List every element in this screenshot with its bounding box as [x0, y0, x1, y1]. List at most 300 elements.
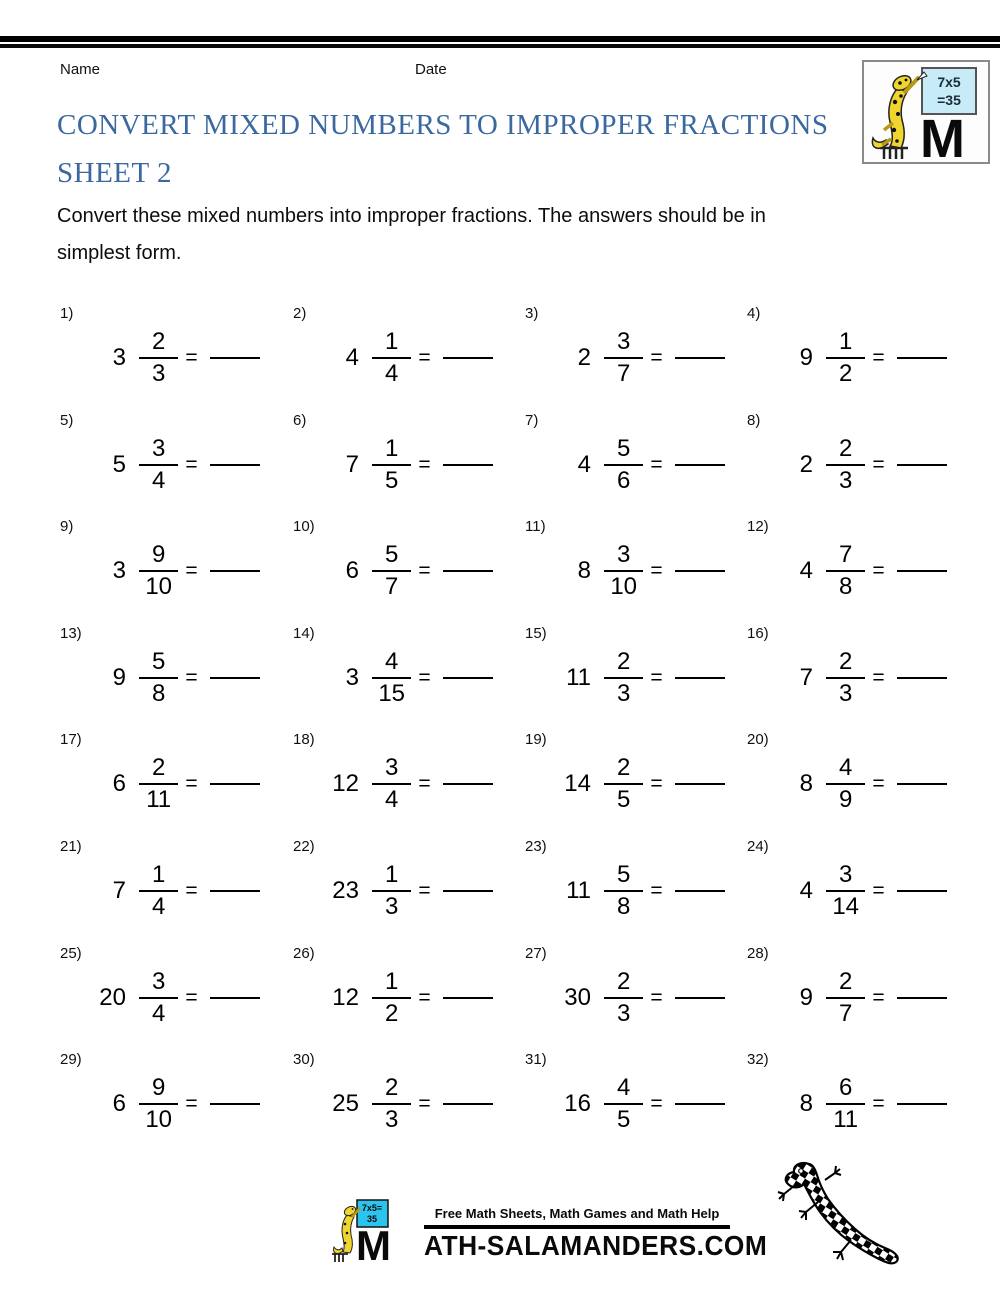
whole-number: 11: [566, 663, 591, 691]
equals-sign: =: [185, 878, 198, 902]
equals-sign: =: [872, 772, 885, 796]
fraction: [139, 1075, 178, 1133]
problem-expression: [525, 1075, 747, 1133]
numerator: 1: [152, 860, 166, 888]
spot: [893, 100, 897, 104]
problem-cell: [525, 731, 747, 838]
problem-cell: [293, 1051, 525, 1158]
fraction: [604, 542, 643, 600]
fraction: [372, 542, 411, 600]
problem-expression: [293, 969, 525, 1027]
problem-cell: [293, 518, 525, 625]
answer-blank: [675, 570, 725, 572]
problem-cell: [60, 625, 293, 732]
denominator: 4: [152, 466, 166, 494]
whole-number: 12: [332, 983, 359, 1011]
problem-label: 26): [293, 944, 315, 962]
spot: [346, 1232, 349, 1235]
whole-number: 7: [799, 663, 813, 691]
answer-blank: [210, 1103, 260, 1105]
numerator: 5: [617, 434, 631, 462]
problem-expression: [293, 329, 525, 387]
footer-tagline: Free Math Sheets, Math Games and Math Help: [434, 1206, 720, 1221]
equals-sign: =: [185, 985, 198, 1009]
spot: [896, 112, 900, 116]
denominator: 3: [839, 466, 853, 494]
instructions-line1: Convert these mixed numbers into improper fractions. The answers should be in: [57, 205, 766, 227]
fraction: [826, 755, 865, 813]
numerator: 3: [617, 541, 631, 569]
equals-sign: =: [185, 452, 198, 476]
fraction: [372, 329, 411, 387]
problem-expression: [525, 649, 747, 707]
problem-cell: [60, 412, 293, 519]
numerator: 9: [152, 541, 166, 569]
denominator: 8: [839, 573, 853, 601]
fraction: [139, 862, 178, 920]
equals-sign: =: [418, 1092, 431, 1116]
fraction: [372, 649, 411, 707]
problem-label: 19): [525, 731, 547, 749]
answer-blank: [897, 677, 947, 679]
numerator: 4: [839, 754, 853, 782]
numerator: 7: [839, 541, 853, 569]
denominator: 4: [385, 786, 399, 814]
answer-blank: [675, 890, 725, 892]
instructions: [57, 198, 957, 272]
problem-label: 32): [747, 1051, 769, 1069]
problem-label: 28): [747, 944, 769, 962]
problem-cell: [60, 1051, 293, 1158]
denominator: 11: [833, 1106, 859, 1134]
denominator: 4: [385, 360, 399, 387]
numerator: 5: [152, 647, 166, 675]
whole-number: 16: [564, 1090, 591, 1118]
fraction: [604, 969, 643, 1027]
problem-expression: [747, 649, 952, 707]
numerator: 3: [839, 860, 853, 888]
whole-number: 2: [799, 450, 813, 478]
fraction: [604, 862, 643, 920]
problem-label: 6): [293, 411, 307, 429]
problem-cell: [293, 305, 525, 412]
whole-number: 30: [564, 983, 591, 1011]
problem-label: 29): [60, 1051, 82, 1069]
fraction: [604, 329, 643, 387]
problem-cell: [60, 518, 293, 625]
denominator: 5: [385, 466, 399, 494]
chalkboard-text-line1: 7x5: [937, 74, 961, 90]
whole-number: 9: [799, 344, 813, 371]
problem-cell: [747, 305, 952, 412]
problem-cell: [293, 731, 525, 838]
fraction: [604, 649, 643, 707]
problem-label: 25): [60, 944, 82, 962]
page-title: [57, 101, 857, 197]
equals-sign: =: [872, 346, 885, 369]
footer-logo-icon: [330, 1198, 422, 1264]
spot: [892, 128, 896, 132]
equals-sign: =: [185, 1092, 198, 1116]
problem-label: 11): [525, 518, 546, 536]
footer-rule: [424, 1225, 730, 1229]
numerator: 2: [152, 328, 166, 355]
whole-number: 14: [564, 770, 591, 798]
equals-sign: =: [418, 346, 431, 369]
fraction: [826, 649, 865, 707]
lizard-mid-left-leg: [799, 1202, 818, 1220]
problem-label: 22): [293, 837, 315, 855]
equals-sign: =: [872, 665, 885, 689]
whole-number: 8: [799, 770, 813, 798]
page-title-line2: SHEET 2: [57, 157, 172, 189]
whole-number: 6: [345, 557, 359, 585]
whole-number: 4: [799, 557, 813, 585]
problem-cell: [60, 838, 293, 945]
problem-cell: [293, 945, 525, 1052]
lizard-front-left-leg: [778, 1186, 794, 1201]
problem-cell: [525, 412, 747, 519]
equals-sign: =: [185, 665, 198, 689]
problem-label: 10): [293, 518, 315, 536]
numerator: 1: [385, 967, 399, 995]
problem-label: 27): [525, 944, 547, 962]
problem-cell: [60, 731, 293, 838]
problem-label: 23): [525, 837, 547, 855]
fraction: [372, 1075, 411, 1133]
answer-blank: [210, 357, 260, 359]
equals-sign: =: [418, 452, 431, 476]
whole-number: 11: [566, 876, 591, 904]
problem-expression: [747, 329, 952, 387]
denominator: 3: [152, 360, 166, 387]
top-rule-thick: [0, 36, 1000, 42]
whole-number: 3: [345, 663, 359, 691]
answer-blank: [210, 570, 260, 572]
problem-cell: [747, 625, 952, 732]
denominator: 6: [617, 466, 631, 494]
problem-label: 13): [60, 624, 82, 642]
problem-expression: [525, 755, 747, 813]
problem-label: 7): [525, 411, 539, 429]
spot: [895, 139, 899, 143]
problem-expression: [293, 542, 525, 600]
answer-blank: [210, 997, 260, 999]
fraction: [604, 436, 643, 494]
denominator: 3: [385, 1106, 399, 1134]
denominator: 14: [832, 892, 860, 920]
problem-expression: [60, 329, 293, 387]
problem-label: 4): [747, 305, 761, 322]
numerator: 2: [839, 967, 853, 995]
answer-blank: [210, 677, 260, 679]
problem-label: 9): [60, 518, 74, 536]
answer-blank: [897, 357, 947, 359]
footer-brand: [330, 1198, 768, 1264]
answer-blank: [443, 464, 493, 466]
whole-number: 4: [577, 450, 591, 478]
problem-label: 17): [60, 731, 82, 749]
fraction: [826, 969, 865, 1027]
denominator: 4: [152, 999, 166, 1027]
numerator: 2: [617, 647, 631, 675]
salamander-head: [891, 73, 914, 93]
problems-grid: [60, 305, 952, 1158]
answer-blank: [897, 1103, 947, 1105]
denominator: 3: [617, 999, 631, 1027]
numerator: 5: [385, 541, 399, 569]
denominator: 10: [610, 573, 638, 601]
answer-blank: [675, 783, 725, 785]
problem-expression: [60, 1075, 293, 1133]
problem-expression: [60, 969, 293, 1027]
fraction: [826, 436, 865, 494]
answer-blank: [443, 1103, 493, 1105]
numerator: 3: [152, 967, 166, 995]
fraction: [826, 542, 865, 600]
denominator: 2: [839, 360, 853, 387]
answer-blank: [897, 890, 947, 892]
equals-sign: =: [650, 985, 663, 1009]
fraction: [372, 755, 411, 813]
numerator: 2: [839, 434, 853, 462]
problem-label: 12): [747, 518, 769, 536]
problem-expression: [747, 969, 952, 1027]
equals-sign: =: [650, 1092, 663, 1116]
denominator: 5: [617, 786, 631, 814]
problem-label: 3): [525, 305, 539, 322]
whole-number: 9: [112, 663, 126, 691]
answer-blank: [675, 464, 725, 466]
equals-sign: =: [872, 452, 885, 476]
problem-cell: [60, 945, 293, 1052]
problem-expression: [525, 969, 747, 1027]
equals-sign: =: [650, 878, 663, 902]
problem-cell: [525, 518, 747, 625]
denominator: 5: [617, 1106, 631, 1134]
date-label: Date: [415, 61, 447, 78]
equals-sign: =: [185, 559, 198, 583]
whole-number: 4: [345, 344, 359, 371]
problem-cell: [293, 412, 525, 519]
problem-expression: [60, 649, 293, 707]
numerator: 3: [385, 754, 399, 782]
lizard-body: [786, 1163, 898, 1263]
denominator: 9: [839, 786, 853, 814]
equals-sign: =: [650, 346, 663, 369]
denominator: 7: [839, 999, 853, 1027]
problem-cell: [747, 945, 952, 1052]
salamander-body: [342, 1215, 354, 1253]
numerator: 4: [617, 1074, 631, 1102]
problem-expression: [60, 755, 293, 813]
problem-expression: [525, 329, 747, 387]
answer-blank: [897, 570, 947, 572]
footer-site-wordmark: ATH-SALAMANDERS.COM: [424, 1230, 768, 1261]
answer-blank: [443, 357, 493, 359]
problem-expression: [293, 1075, 525, 1133]
problem-expression: [293, 436, 525, 494]
problem-cell: [747, 412, 952, 519]
answer-blank: [443, 997, 493, 999]
denominator: 3: [617, 679, 631, 707]
answer-blank: [443, 570, 493, 572]
answer-blank: [210, 783, 260, 785]
salamander-head: [343, 1204, 358, 1217]
whole-number: 4: [799, 876, 813, 904]
equals-sign: =: [650, 452, 663, 476]
spot: [344, 1242, 347, 1245]
checkered-salamander-icon: [763, 1160, 901, 1283]
whole-number: 12: [332, 770, 359, 798]
problem-cell: [747, 518, 952, 625]
whole-number: 2: [577, 344, 591, 371]
equals-sign: =: [185, 772, 198, 796]
problem-cell: [293, 838, 525, 945]
problem-label: 21): [60, 837, 82, 855]
fraction: [139, 649, 178, 707]
answer-blank: [675, 997, 725, 999]
fraction: [372, 862, 411, 920]
logo-m-letter: M: [920, 109, 965, 162]
numerator: 3: [152, 434, 166, 462]
denominator: 11: [146, 786, 172, 814]
numerator: 9: [152, 1074, 166, 1102]
whole-number: 8: [799, 1090, 813, 1118]
equals-sign: =: [185, 346, 198, 369]
name-label: Name: [60, 61, 101, 78]
salamander-body: [889, 88, 907, 148]
denominator: 8: [617, 892, 631, 920]
problem-expression: [525, 542, 747, 600]
whole-number: 8: [577, 557, 591, 585]
whole-number: 9: [799, 983, 813, 1011]
problem-expression: [525, 862, 747, 920]
salamander-eye: [905, 79, 908, 82]
whole-number: 23: [332, 876, 359, 904]
problem-expression: [60, 862, 293, 920]
numerator: 3: [617, 328, 631, 355]
stool-icon: [880, 148, 908, 159]
problem-cell: [525, 838, 747, 945]
numerator: 1: [839, 328, 853, 355]
problem-expression: [747, 1075, 952, 1133]
problem-expression: [293, 755, 525, 813]
whole-number: 25: [332, 1090, 359, 1118]
denominator: 2: [385, 999, 399, 1027]
problem-cell: [525, 625, 747, 732]
problem-label: 20): [747, 731, 769, 749]
whole-number: 7: [345, 450, 359, 478]
footer-m-letter: M: [356, 1222, 391, 1264]
salamander-logo-icon: [864, 62, 988, 162]
problem-label: 30): [293, 1051, 315, 1069]
answer-blank: [443, 890, 493, 892]
footer-brand-text: [424, 1198, 768, 1262]
fraction: [372, 436, 411, 494]
fraction: [372, 969, 411, 1027]
numerator: 2: [839, 647, 853, 675]
problem-label: 16): [747, 624, 769, 642]
fraction: [826, 329, 865, 387]
answer-blank: [675, 1103, 725, 1105]
answer-blank: [897, 783, 947, 785]
numerator: 5: [617, 860, 631, 888]
problem-expression: [747, 755, 952, 813]
stool-icon: [332, 1254, 348, 1262]
numerator: 1: [385, 328, 399, 355]
problem-expression: [60, 542, 293, 600]
problem-cell: [747, 1051, 952, 1158]
equals-sign: =: [418, 878, 431, 902]
spot: [899, 94, 903, 98]
fraction: [826, 1075, 865, 1133]
equals-sign: =: [650, 772, 663, 796]
lizard-eye: [799, 1169, 804, 1174]
problem-expression: [293, 862, 525, 920]
numerator: 1: [385, 860, 399, 888]
denominator: 15: [378, 679, 406, 707]
whole-number: 5: [112, 450, 126, 478]
fraction: [604, 1075, 643, 1133]
numerator: 1: [385, 434, 399, 462]
whole-number: 6: [112, 770, 126, 798]
spot: [344, 1223, 347, 1226]
answer-blank: [443, 783, 493, 785]
problem-cell: [60, 305, 293, 412]
denominator: 7: [617, 360, 631, 387]
problem-expression: [747, 862, 952, 920]
problem-label: 1): [60, 305, 74, 322]
problem-cell: [525, 1051, 747, 1158]
answer-blank: [443, 677, 493, 679]
problem-label: 2): [293, 305, 307, 322]
answer-blank: [897, 997, 947, 999]
numerator: 2: [152, 754, 166, 782]
problem-expression: [60, 436, 293, 494]
problem-cell: [293, 625, 525, 732]
whole-number: 20: [99, 983, 126, 1011]
whole-number: 7: [112, 876, 126, 904]
whole-number: 3: [112, 344, 126, 371]
problem-cell: [525, 305, 747, 412]
problem-expression: [747, 542, 952, 600]
numerator: 2: [617, 967, 631, 995]
equals-sign: =: [418, 665, 431, 689]
problem-label: 31): [525, 1051, 547, 1069]
denominator: 10: [145, 1106, 173, 1134]
problem-label: 18): [293, 731, 315, 749]
equals-sign: =: [650, 665, 663, 689]
spot: [898, 81, 902, 85]
fraction: [139, 969, 178, 1027]
numerator: 6: [839, 1074, 853, 1102]
equals-sign: =: [872, 1092, 885, 1116]
denominator: 8: [152, 679, 166, 707]
problem-expression: [293, 649, 525, 707]
math-salamanders-logo: [862, 60, 990, 164]
lizard-hind-leg: [833, 1240, 851, 1260]
numerator: 2: [385, 1074, 399, 1102]
top-rule-thin: [0, 44, 1000, 48]
page-title-line1: CONVERT MIXED NUMBERS TO IMPROPER FRACTIONS: [57, 109, 829, 141]
problem-label: 14): [293, 624, 315, 642]
equals-sign: =: [872, 985, 885, 1009]
answer-blank: [675, 357, 725, 359]
equals-sign: =: [418, 985, 431, 1009]
problem-label: 8): [747, 411, 761, 429]
denominator: 3: [385, 892, 399, 920]
